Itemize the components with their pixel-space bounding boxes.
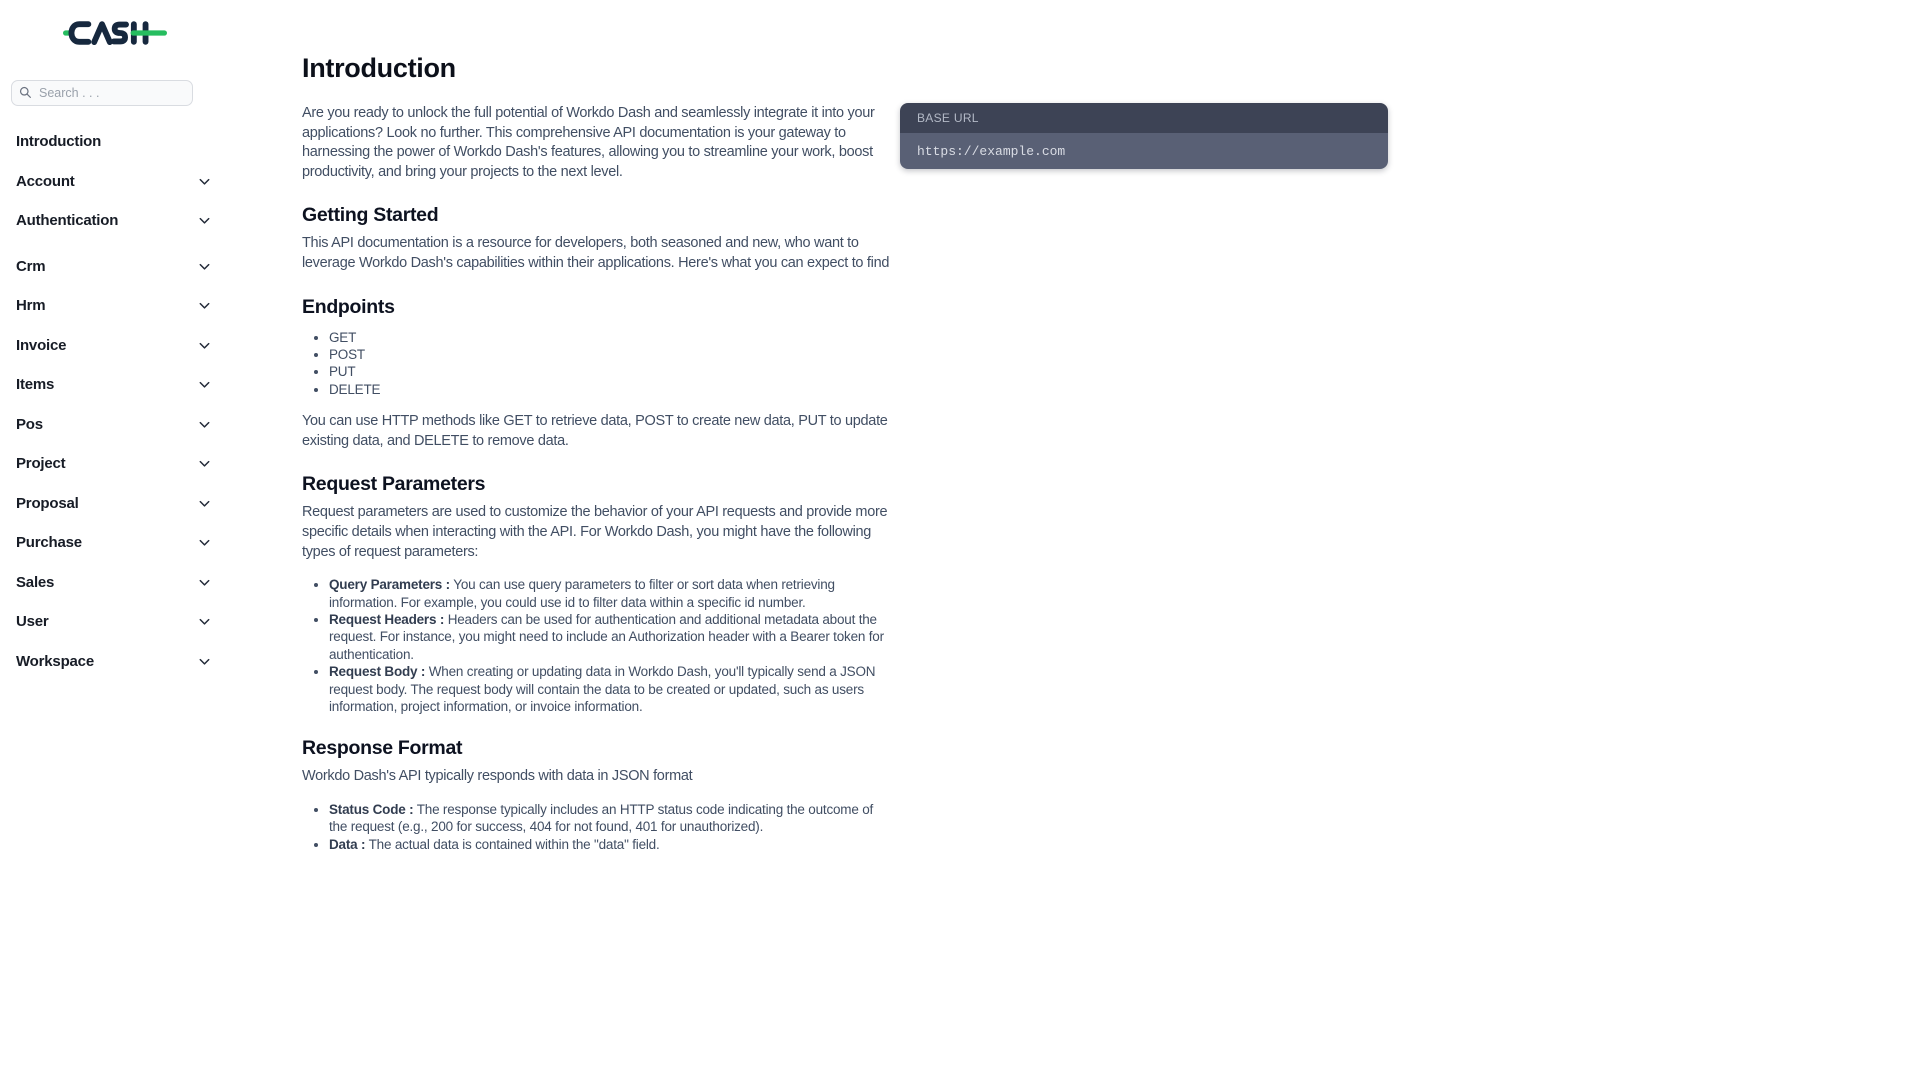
response-format-paragraph: Workdo Dash's API typically responds with data in JSON format	[302, 768, 693, 785]
chevron-down-icon	[197, 417, 212, 432]
endpoints-note: You can use HTTP methods like GET to retrieve data, POST to create new data, PUT to update existing data, and DELETE to remove data.	[302, 413, 888, 449]
sidebar-item-account[interactable]	[11, 162, 219, 202]
sidebar-item-workspace[interactable]	[11, 642, 219, 682]
chevron-down-icon	[197, 338, 212, 353]
request-parameters-list	[302, 576, 892, 715]
sidebar	[0, 0, 230, 1080]
intro-paragraph: Are you ready to unlock the full potential of Workdo Dash and seamlessly integrate it into your applications? Look no further. This comprehensive API documentation is your gateway to harnessing the power of Workdo Dash's features, allowing you to streamline your work, boost productivity, and bring your projects to the next level.	[302, 105, 875, 180]
sidebar-item-label: Pos	[16, 415, 43, 433]
search-icon	[19, 86, 32, 99]
sidebar-item-label: Items	[16, 376, 55, 394]
response-format-list	[302, 801, 892, 853]
list-item	[329, 611, 892, 663]
sidebar-item-purchase[interactable]	[11, 523, 219, 563]
list-item	[329, 576, 892, 611]
sidebar-item-label: Invoice	[16, 336, 67, 354]
base-url-header: BASE URL	[900, 103, 1388, 133]
chevron-down-icon	[197, 456, 212, 471]
list-item: • POST	[329, 346, 892, 363]
search-input[interactable]	[11, 80, 193, 106]
sidebar-item-items[interactable]	[11, 365, 219, 405]
main-content	[302, 0, 892, 853]
chevron-down-icon	[197, 654, 212, 669]
sidebar-nav	[11, 122, 219, 681]
section-heading-getting-started: Getting Started	[302, 204, 439, 227]
sidebar-item-label: Account	[16, 172, 75, 190]
page-title: Introduction	[302, 53, 456, 83]
sidebar-item-label: Project	[16, 455, 66, 473]
list-item-text: You can use query parameters to filter or sort data when retrieving information. For example, you could use id to filter data within a specific id number.	[329, 577, 835, 610]
sidebar-item-label: User	[16, 613, 49, 631]
section-heading-request-parameters: Request Parameters	[302, 473, 486, 496]
chevron-down-icon	[197, 174, 212, 189]
sidebar-item-crm[interactable]	[11, 247, 219, 287]
sidebar-item-label: Crm	[16, 257, 46, 275]
sidebar-item-label: Workspace	[16, 652, 94, 670]
list-item-label: Data :	[329, 836, 366, 852]
request-parameters-paragraph: Request parameters are used to customize the behavior of your API requests and provide more specific details when interacting with the API. For Workdo Dash, you might have the following types of request parameters:	[302, 504, 888, 560]
list-item-text: The actual data is contained within the "data" field.	[365, 836, 660, 852]
sidebar-item-project[interactable]	[11, 444, 219, 484]
list-item-text: The response typically includes an HTTP status code indicating the outcome of the request (e.g., 200 for success, 404 for not found, 401 for unauthorized).	[329, 802, 874, 835]
list-item-label: Request Body :	[329, 664, 426, 680]
list-item	[329, 836, 892, 853]
sidebar-item-label: Purchase	[16, 534, 82, 552]
list-item	[329, 663, 892, 715]
sidebar-item-authentication[interactable]	[11, 201, 219, 241]
list-item	[329, 801, 892, 836]
sidebar-item-introduction[interactable]	[11, 122, 219, 162]
dash-logo-icon	[63, 20, 167, 46]
section-heading-response-format: Response Format	[302, 737, 463, 760]
sidebar-item-sales[interactable]	[11, 563, 219, 603]
chevron-down-icon	[197, 213, 212, 228]
getting-started-paragraph: This API documentation is a resource for developers, both seasoned and new, who want to leverage Workdo Dash's capabilities within their applications. Here's what you can expect to find	[302, 235, 890, 271]
list-item: • PUT	[329, 363, 892, 380]
sidebar-item-label: Proposal	[16, 494, 79, 512]
search-box	[11, 80, 193, 106]
chevron-down-icon	[197, 259, 212, 274]
list-item-text: When creating or updating data in Workdo Dash, you'll typically send a JSON request body. The request body will contain the data to be created or updated, such as users information, project information, or invoice information.	[329, 664, 876, 714]
dash-logo[interactable]	[63, 20, 167, 51]
list-item-label: Query Parameters :	[329, 577, 450, 593]
base-url-value[interactable]: https://example.com	[900, 133, 1388, 169]
chevron-down-icon	[197, 535, 212, 550]
endpoints-list	[302, 329, 892, 399]
chevron-down-icon	[197, 377, 212, 392]
chevron-down-icon	[197, 496, 212, 511]
chevron-down-icon	[197, 575, 212, 590]
sidebar-item-invoice[interactable]	[11, 326, 219, 366]
base-url-panel	[900, 103, 1388, 169]
sidebar-item-label: Authentication	[16, 212, 119, 230]
sidebar-item-label: Sales	[16, 573, 55, 591]
sidebar-item-label: Hrm	[16, 297, 46, 315]
list-item: • GET	[329, 329, 892, 346]
chevron-down-icon	[197, 614, 212, 629]
section-heading-endpoints: Endpoints	[302, 295, 395, 318]
sidebar-item-label: Introduction	[16, 133, 102, 151]
list-item: • DELETE	[329, 381, 892, 398]
sidebar-item-hrm[interactable]	[11, 286, 219, 326]
list-item-label: Status Code :	[329, 802, 414, 817]
list-item-text: Headers can be used for authentication and additional metadata about the request. For instance, you might need to include an Authorization header with a Bearer token for authentication.	[329, 611, 884, 662]
sidebar-item-pos[interactable]	[11, 405, 219, 445]
sidebar-item-proposal[interactable]	[11, 484, 219, 524]
chevron-down-icon	[197, 298, 212, 313]
list-item-label: Request Headers :	[329, 611, 445, 627]
sidebar-item-user[interactable]	[11, 602, 219, 642]
